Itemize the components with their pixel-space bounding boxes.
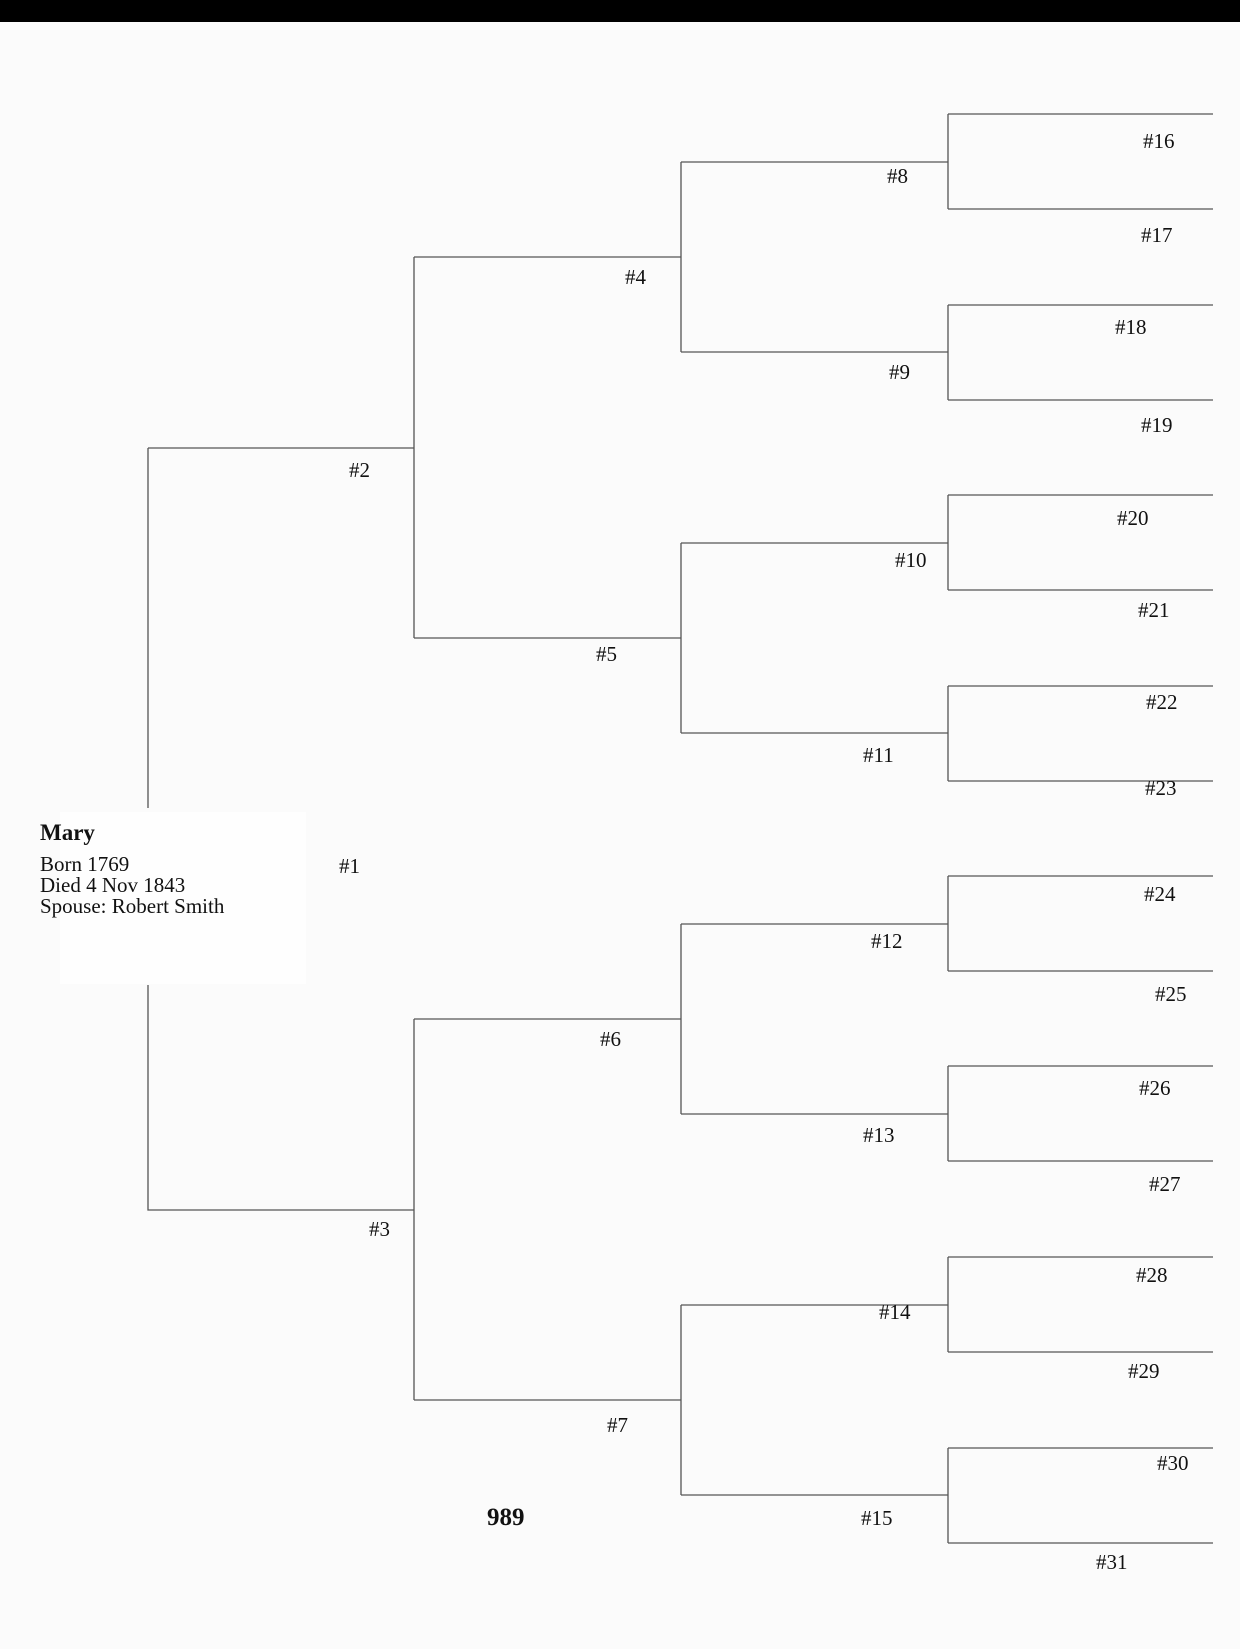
person-name: Mary (40, 820, 95, 845)
person-details (40, 854, 224, 917)
ancestor-label-25: #25 (1155, 982, 1187, 1006)
ancestor-label-30: #30 (1157, 1451, 1189, 1475)
page-number: 989 (487, 1504, 525, 1531)
line-4-branch (681, 162, 948, 352)
line-13-branch (948, 1066, 1213, 1161)
ancestor-label-31: #31 (1096, 1550, 1128, 1574)
ancestor-label-8: #8 (887, 164, 908, 188)
line-1-to-3 (148, 985, 414, 1210)
ancestor-label-1: #1 (339, 854, 360, 878)
ancestor-label-17: #17 (1141, 223, 1173, 247)
line-1-to-2 (148, 448, 414, 808)
ancestor-label-13: #13 (863, 1123, 895, 1147)
ancestor-label-16: #16 (1143, 129, 1175, 153)
ancestor-label-5: #5 (596, 642, 617, 666)
ancestor-label-18: #18 (1115, 315, 1147, 339)
ancestor-label-14: #14 (879, 1300, 911, 1324)
ancestor-label-12: #12 (871, 929, 903, 953)
line-6-branch (681, 924, 948, 1114)
ancestor-label-29: #29 (1128, 1359, 1160, 1383)
ancestor-label-4: #4 (625, 265, 646, 289)
line-2-branch (414, 257, 681, 638)
ancestor-label-20: #20 (1117, 506, 1149, 530)
ancestor-label-22: #22 (1146, 690, 1178, 714)
ancestor-label-3: #3 (369, 1217, 390, 1241)
ancestor-label-21: #21 (1138, 598, 1170, 622)
ancestor-label-28: #28 (1136, 1263, 1168, 1287)
line-3-branch (414, 1019, 681, 1400)
ancestor-label-10: #10 (895, 548, 927, 572)
ancestor-label-23: #23 (1145, 776, 1177, 800)
line-7-branch (681, 1305, 948, 1495)
line-14-branch (948, 1257, 1213, 1352)
ancestor-label-6: #6 (600, 1027, 621, 1051)
line-9-branch (948, 305, 1213, 400)
born-date: Born 1769 (40, 852, 130, 876)
ancestor-label-9: #9 (889, 360, 910, 384)
ancestor-label-15: #15 (861, 1506, 893, 1530)
spouse-name: Spouse: Robert Smith (40, 894, 225, 918)
ancestor-label-19: #19 (1141, 413, 1173, 437)
line-10-branch (948, 495, 1213, 590)
death-date: Died 4 Nov 1843 (40, 873, 186, 897)
ancestor-label-27: #27 (1149, 1172, 1181, 1196)
ancestor-label-11: #11 (863, 743, 894, 767)
ancestor-label-2: #2 (349, 458, 370, 482)
ancestor-label-7: #7 (607, 1413, 628, 1437)
ancestor-label-24: #24 (1144, 882, 1176, 906)
ancestor-label-26: #26 (1139, 1076, 1171, 1100)
